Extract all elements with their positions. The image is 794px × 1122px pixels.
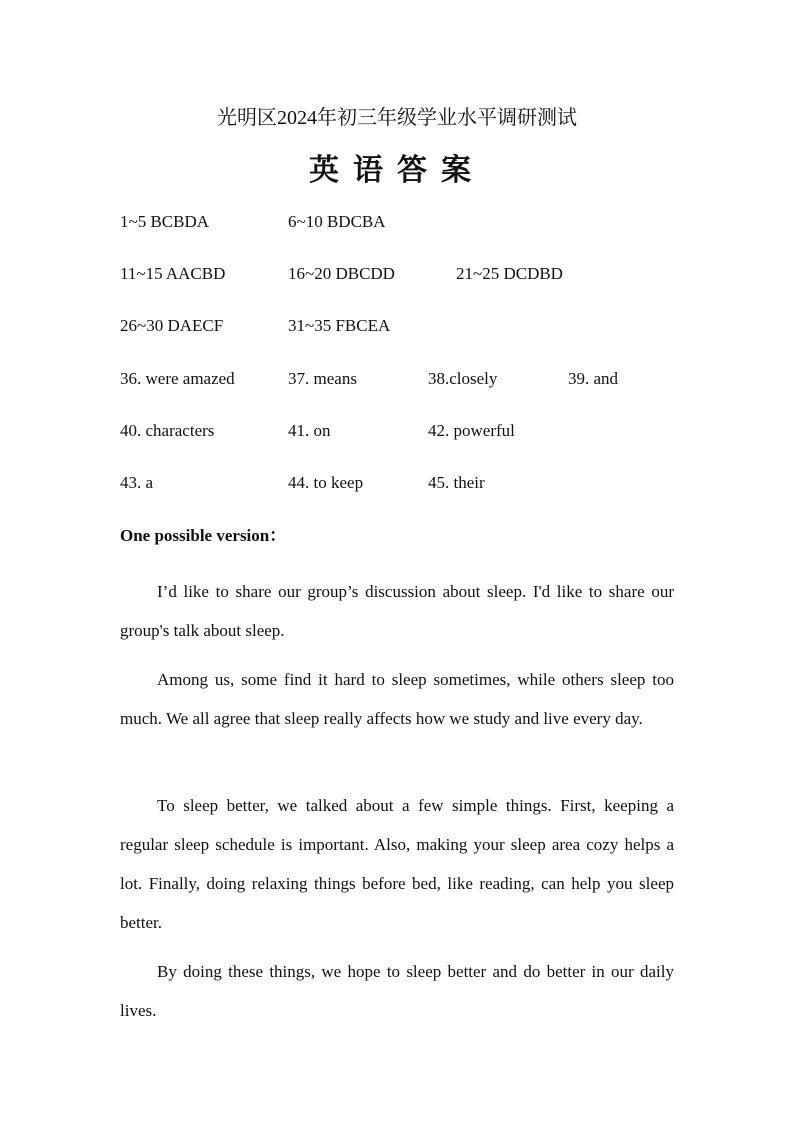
answer-row — [0, 416, 794, 446]
answer-item: 42. powerful — [428, 421, 515, 440]
essay-paragraph: I’d like to share our group’s discussion about sleep. I'd like to share our group's talk about sleep. — [120, 582, 674, 640]
page-title: 光明区2024年初三年级学业水平调研测试 — [217, 107, 577, 129]
answer-item: 40. characters — [120, 421, 215, 440]
answer-group: 16~20 DBCDD — [288, 264, 395, 283]
writing-heading: One possible version： — [120, 526, 287, 545]
essay-paragraph: Among us, some find it hard to sleep sometimes, while others sleep too much. We all agree that sleep really affects how we study and live every day. — [120, 670, 674, 728]
answer-group: 21~25 DCDBD — [456, 264, 563, 283]
answer-row — [0, 207, 794, 237]
answer-item: 44. to keep — [288, 473, 364, 492]
page-subtitle: 英语答案 — [309, 154, 485, 187]
essay-paragraph: To sleep better, we talked about a few simple things. First, keeping a regular sleep schedule is important. Also, making your sleep area cozy helps a lot. Finally, doing relaxing things before bed, like reading, can help you sleep better. — [120, 796, 674, 932]
answer-item: 39. and — [568, 369, 619, 388]
answer-group: 31~35 FBCEA — [288, 316, 391, 335]
answer-item: 38.closely — [428, 369, 498, 388]
answer-row — [0, 259, 794, 289]
answer-row — [0, 364, 794, 394]
answer-item: 36. were amazed — [120, 369, 235, 388]
answer-item: 41. on — [288, 421, 331, 440]
answer-group: 1~5 BCBDA — [120, 212, 210, 231]
answer-item: 43. a — [120, 473, 154, 492]
answer-row — [0, 311, 794, 341]
answer-group: 11~15 AACBD — [120, 264, 226, 283]
answer-item: 45. their — [428, 473, 485, 492]
essay-paragraph: By doing these things, we hope to sleep better and do better in our daily lives. — [120, 962, 674, 1020]
answer-item: 37. means — [288, 369, 357, 388]
answer-group: 26~30 DAECF — [120, 316, 224, 335]
answer-group: 6~10 BDCBA — [288, 212, 386, 231]
answer-row — [0, 468, 794, 498]
